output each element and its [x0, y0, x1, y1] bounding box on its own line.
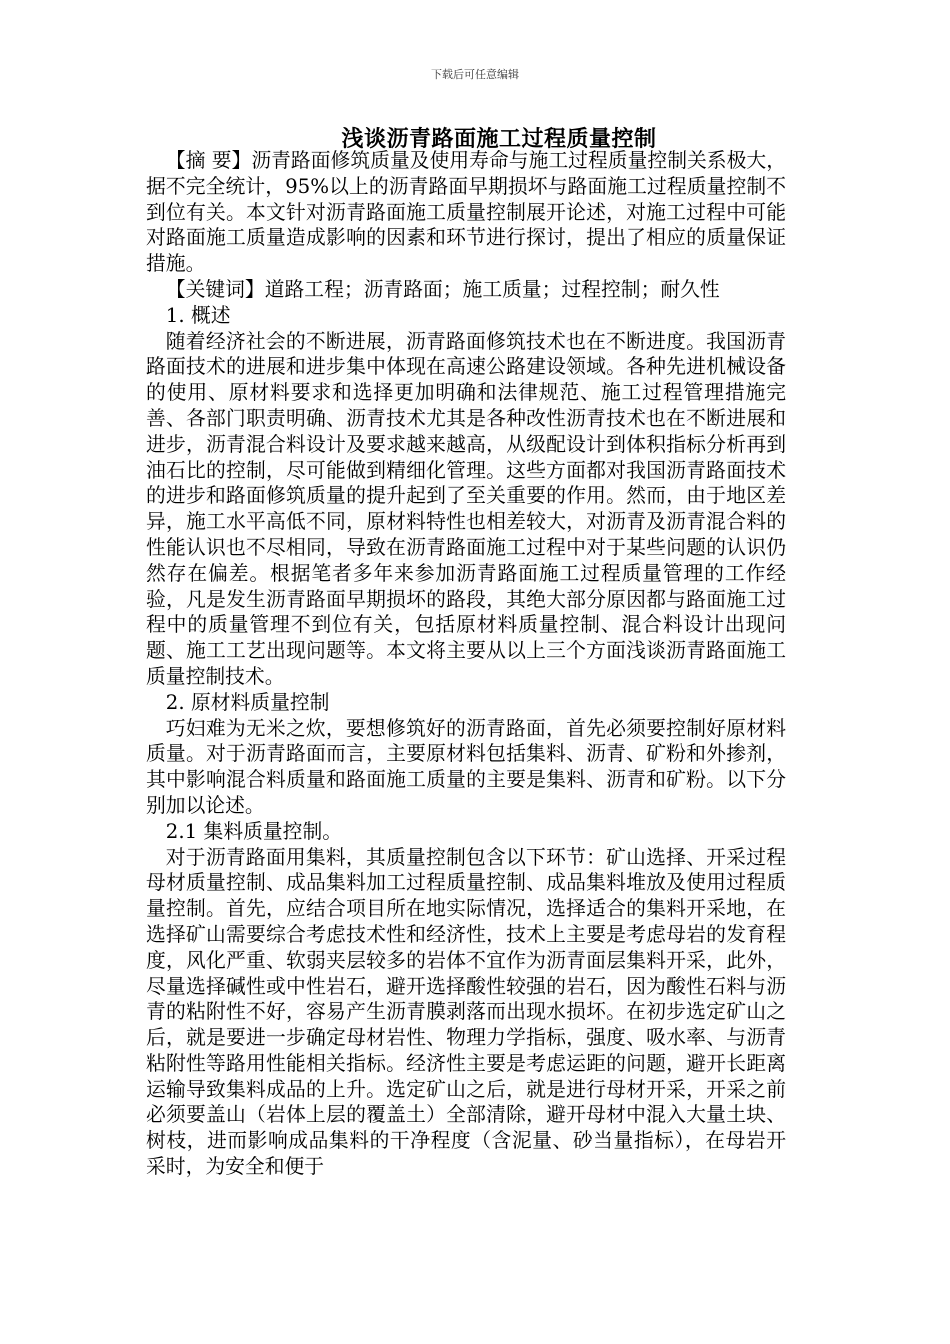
abstract-paragraph [146, 148, 786, 277]
keywords-label: 【关键词】 [165, 277, 265, 301]
body-paragraph: 对于沥青路面用集料，其质量控制包含以下环节：矿山选择、开采过程母材质量控制、成品集料加工过程质量控制、成品集料堆放及使用过程质量控制。首先，应结合项目所在地实际情况，选择适合的集料开采地，在选择矿山需要综合考虑技术性和经济性，技术上主要是考虑母岩的发育程度，风化严重、软弱夹层较多的岩体不宜作为沥青面层集料开采，此外，尽量选择碱性或中性岩石，避开选择酸性较强的岩石，因为酸性石料与沥青的粘附性不好，容易产生沥青膜剥落而出现水损坏。在初步选定矿山之后，就是要进一步确定母材岩性、物理力学指标，强度、吸水率、与沥青粘附性等路用性能相关指标。经济性主要是考虑运距的问题，避开长距离运输导致集料成品的上升。选定矿山之后，就是进行母材开采，开采之前必须要盖山（岩体上层的覆盖土）全部清除，避开母材中混入大量土块、树枝，进而影响成品集料的干净程度（含泥量、砂当量指标），在母岩开采时，为安全和便于 [146, 845, 786, 1179]
keywords-paragraph [146, 277, 786, 303]
document-body [146, 148, 786, 1180]
header-note: 下载后可任意编辑 [431, 68, 519, 81]
document-title: 浅谈沥青路面施工过程质量控制 [341, 126, 657, 152]
keywords-text: 道路工程；沥青路面；施工质量；过程控制；耐久性 [264, 277, 720, 301]
section-heading: 1. 概述 [165, 303, 231, 327]
subsection-heading: 2.1 集料质量控制。 [165, 819, 343, 843]
section-heading: 2. 原材料质量控制 [165, 690, 330, 714]
body-paragraph: 随着经济社会的不断进展，沥青路面修筑技术也在不断进度。我国沥青路面技术的进展和进步集中体现在高速公路建设领域。各种先进机械设备的使用、原材料要求和选择更加明确和法律规范、施工过程管理措施完善、各部门职责明确、沥青技术尤其是各种改性沥青技术也在不断进展和进步，沥青混合料设计及要求越来越高，从级配设计到体积指标分析再到油石比的控制，尽可能做到精细化管理。这些方面都对我国沥青路面技术的进步和路面修筑质量的提升起到了至关重要的作用。然而，由于地区差异，施工水平高低不同，原材料特性也相差较大，对沥青及沥青混合料的性能认识也不尽相同，导致在沥青路面施工过程中对于某些问题的认识仍然存在偏差。根据笔者多年来参加沥青路面施工过程质量管理的工作经验，凡是发生沥青路面早期损坏的路段，其绝大部分原因都与路面施工过程中的质量管理不到位有关，包括原材料质量控制、混合料设计出现问题、施工工艺出现问题等。本文将主要从以上三个方面浅谈沥青路面施工质量控制技术。 [146, 329, 786, 688]
abstract-text: 沥青路面修筑质量及使用寿命与施工过程质量控制关系极大，据不完全统计，95%以上的沥青路面早期损坏与路面施工过程质量控制不到位有关。本文针对沥青路面施工质量控制展开论述，对施工过程中可能对路面施工质量造成影响的因素和环节进行探讨，提出了相应的质量保证措施。 [146, 149, 786, 276]
body-paragraph: 巧妇难为无米之炊，要想修筑好的沥青路面，首先必须要控制好原材料质量。对于沥青路面而言，主要原材料包括集料、沥青、矿粉和外掺剂，其中影响混合料质量和路面施工质量的主要是集料、沥青和矿粉。以下分别加以论述。 [146, 716, 786, 817]
abstract-label: 【摘 要】 [165, 149, 252, 172]
